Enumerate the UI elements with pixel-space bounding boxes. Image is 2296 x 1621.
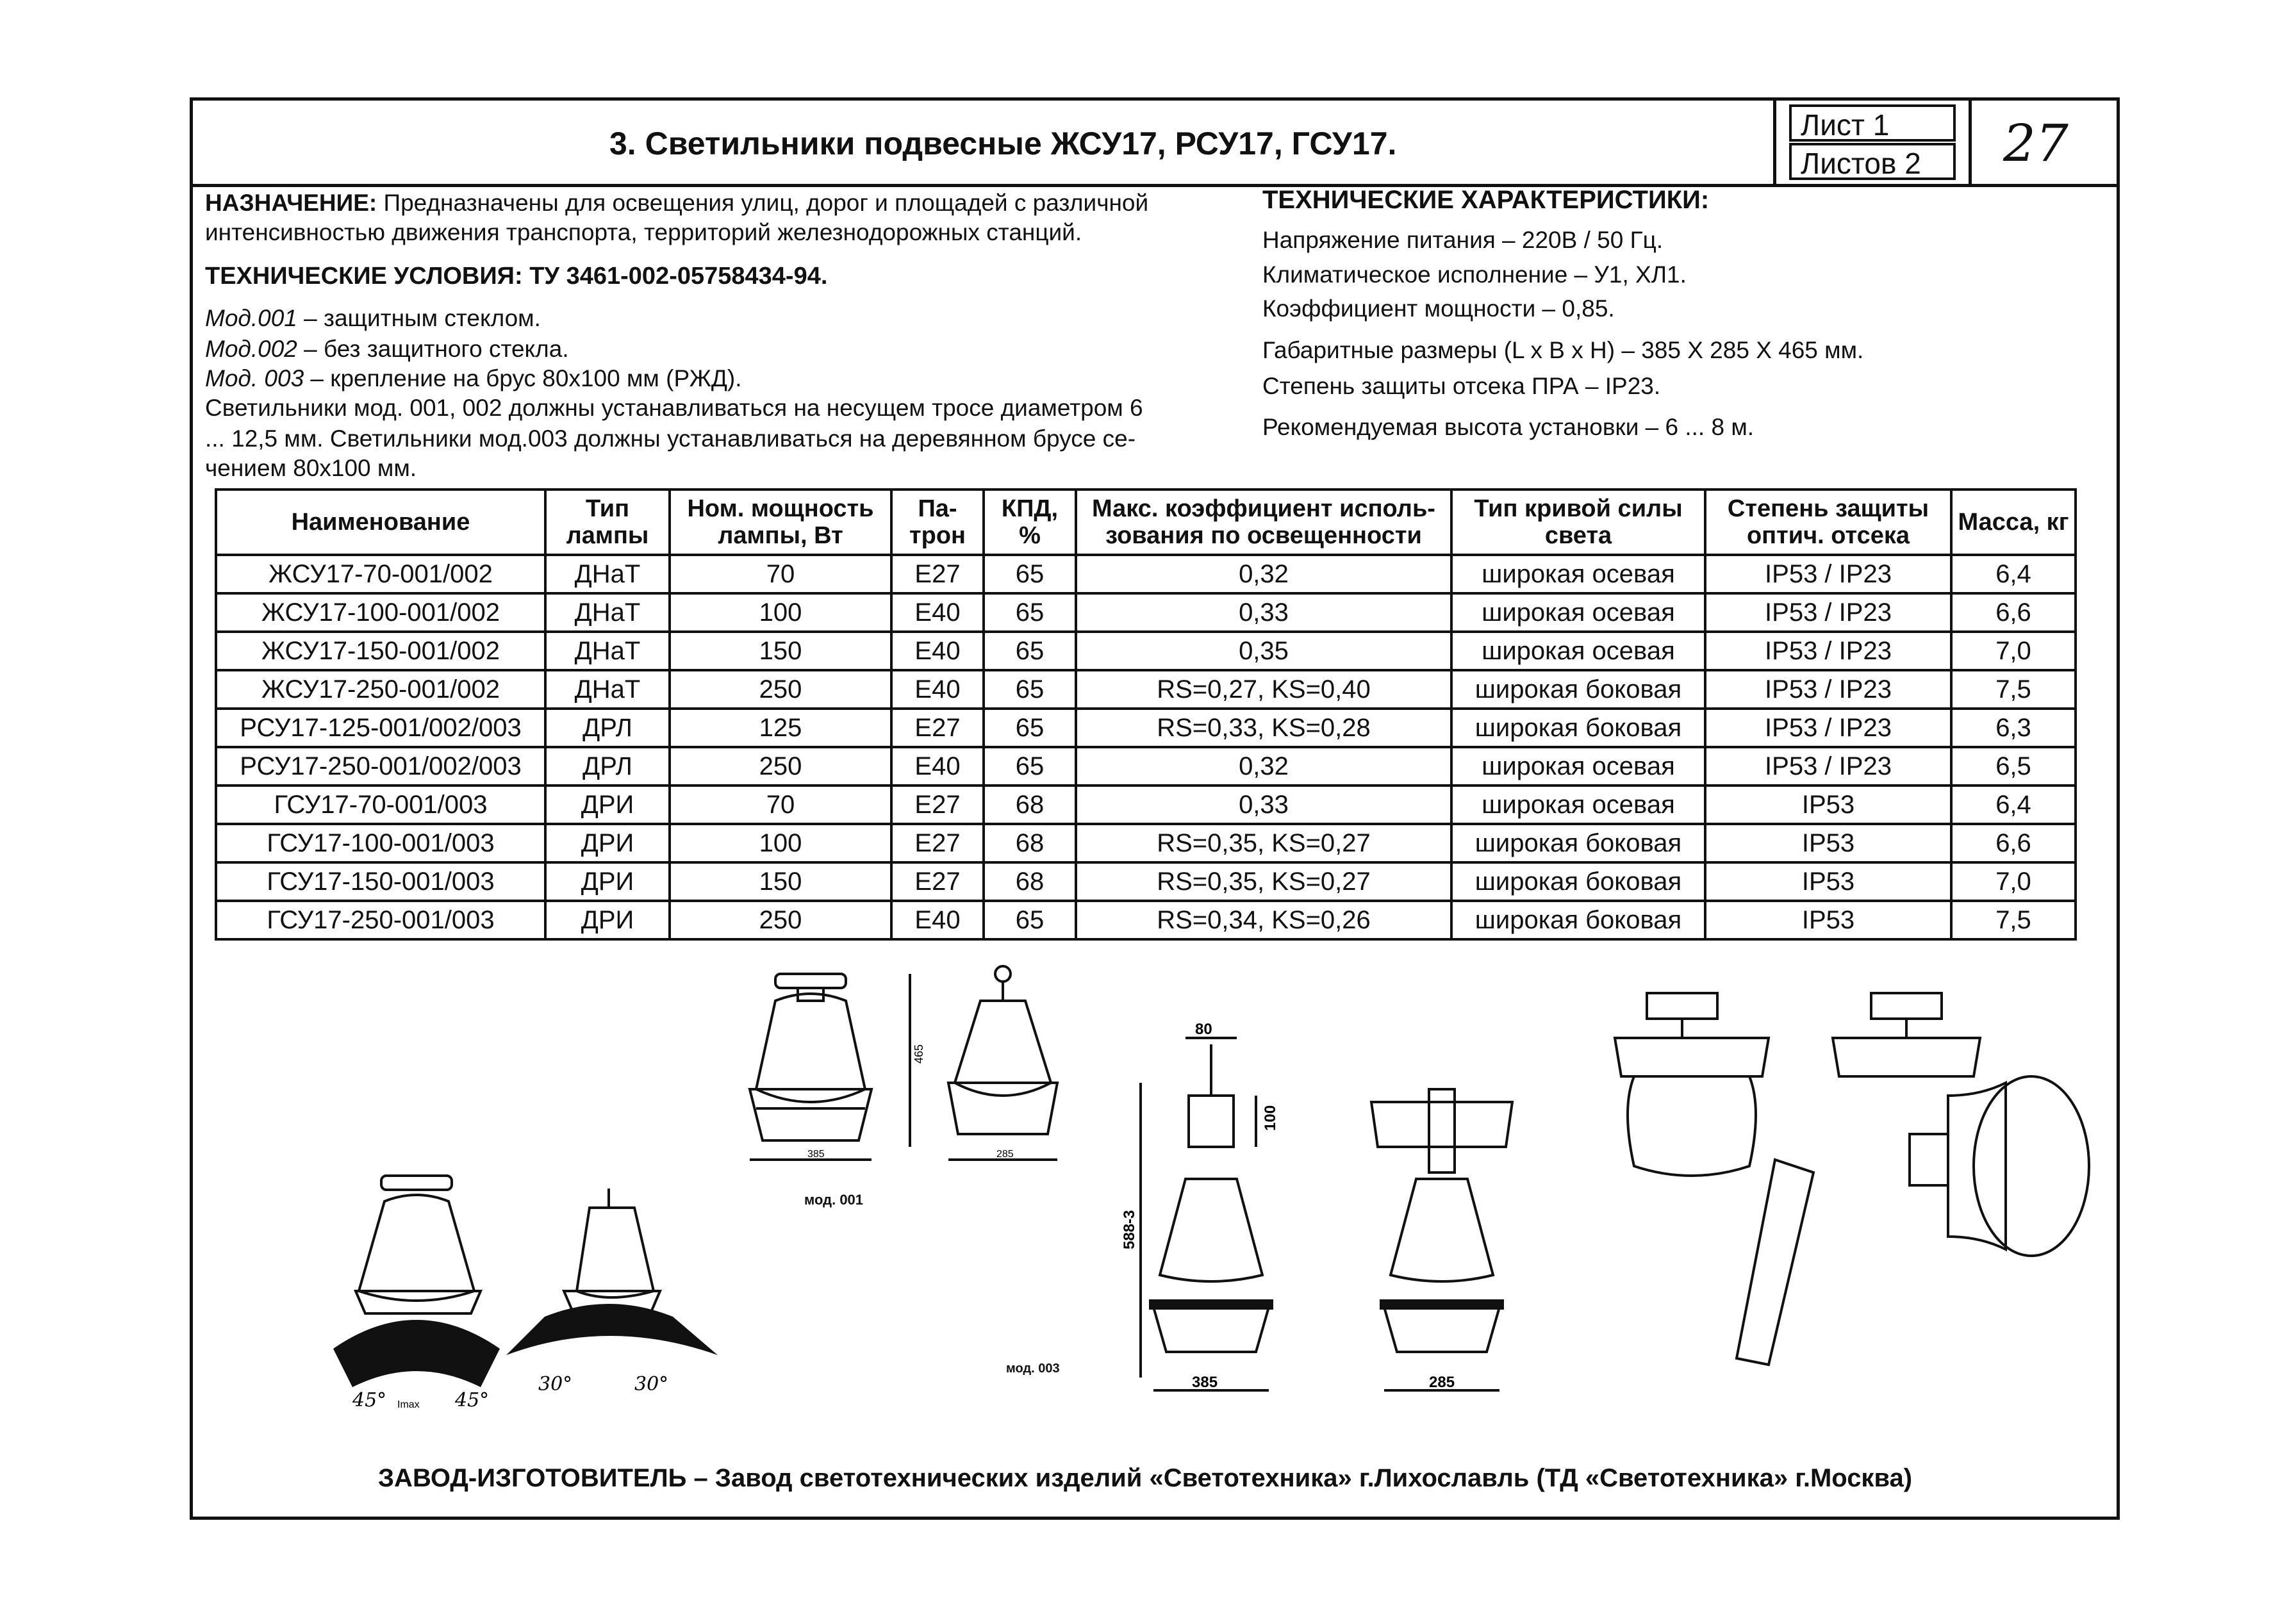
mod-003-caption: мод. 003 [1006,1362,1060,1376]
col-power: Ном. мощность лампы, Вт [670,490,891,555]
angle-45-left: 45° [352,1389,387,1411]
table-cell: E27 [891,824,984,862]
table-cell: IP53 [1705,786,1951,824]
table-cell: ДНаТ [545,555,670,593]
sheet-number: Лист 1 [1789,104,1956,142]
table-cell: 6,6 [1951,593,2076,632]
table-cell: широкая осевая [1451,786,1705,824]
dim-285-small: 285 [996,1149,1014,1160]
col-protection: Степень защиты оптич. отсека [1705,490,1951,555]
table-cell: 65 [984,555,1076,593]
table-cell: E27 [891,709,984,747]
table-cell: ГСУ17-100-001/003 [216,824,545,862]
table-cell: ГСУ17-70-001/003 [216,786,545,824]
table-cell: ДНаТ [545,593,670,632]
table-cell: IP53 / IP23 [1705,670,1951,709]
col-efficiency: КПД, % [984,490,1076,555]
table-cell: широкая боковая [1451,670,1705,709]
table-row [216,709,2076,747]
install-note-1: Светильники мод. 001, 002 должны устанавливаться на несущем тросе диаметром 6 [205,395,1143,421]
angle-30-left: 30° [538,1373,573,1395]
angle-45-right: 45° [455,1389,490,1411]
table-cell: 68 [984,786,1076,824]
table-cell: 7,0 [1951,632,2076,670]
table-cell: 250 [670,670,891,709]
table-cell: IP53 [1705,901,1951,939]
tech-spec-item: Коэффициент мощности – 0,85. [1262,295,1615,322]
mod-003-desc: – крепление на брус 80х100 мм (РЖД). [304,365,742,391]
table-row [216,632,2076,670]
table-cell: 65 [984,747,1076,786]
mod-003-name: Мод. 003 [205,365,304,391]
col-utilization: Макс. коэффициент исполь- зования по освещенности [1076,490,1451,555]
install-note-2: ... 12,5 мм. Светильники мод.003 должны устанавливаться на деревянном брусе се- [205,425,1136,452]
table-cell: 250 [670,901,891,939]
table-cell: RS=0,35, KS=0,27 [1076,862,1451,901]
table-cell: 65 [984,709,1076,747]
table-cell: E40 [891,670,984,709]
table-cell: ДРЛ [545,747,670,786]
purpose-line-2: интенсивностью движения транспорта, территорий железнодорожных станций. [205,219,1082,245]
table-cell: 250 [670,747,891,786]
header [193,101,2117,187]
table-cell: 100 [670,593,891,632]
table-cell: ДРИ [545,862,670,901]
table-cell: ЖСУ17-70-001/002 [216,555,545,593]
table-cell: ГСУ17-250-001/003 [216,901,545,939]
table-cell: широкая осевая [1451,593,1705,632]
table-cell: IP53 / IP23 [1705,747,1951,786]
table-cell: 65 [984,901,1076,939]
table-cell: RS=0,35, KS=0,27 [1076,824,1451,862]
page-title: 3. Светильники подвесные ЖСУ17, РСУ17, ГСУ17. [609,126,1397,161]
table-cell: E27 [891,862,984,901]
table-cell: широкая боковая [1451,709,1705,747]
sheet-box [1773,101,1972,184]
tech-conditions: ТЕХНИЧЕСКИЕ УСЛОВИЯ: ТУ 3461-002-05758434-94. [205,263,828,290]
mod-003-drawing [1115,1019,1576,1403]
dim-465: 465 [913,1044,925,1064]
table-header-row [216,490,2076,555]
table-cell: ГСУ17-150-001/003 [216,862,545,901]
col-light-curve: Тип кривой силы света [1451,490,1705,555]
dim-588: 588-3 [1121,1210,1138,1249]
angle-30-right: 30° [634,1373,669,1395]
table-cell: широкая боковая [1451,824,1705,862]
table-row [216,862,2076,901]
light-distribution-drawing [333,1163,743,1419]
table-cell: E27 [891,786,984,824]
dim-385-small: 385 [807,1149,825,1160]
tech-spec-item: Степень защиты отсека ПРА – IP23. [1262,373,1661,399]
table-row [216,593,2076,632]
table-row [216,670,2076,709]
table-cell: 7,5 [1951,670,2076,709]
table-cell: 7,0 [1951,862,2076,901]
table-cell: ДРИ [545,786,670,824]
table-cell: IP53 / IP23 [1705,593,1951,632]
mod-001 [205,301,541,336]
table-row [216,786,2076,824]
table-cell: 68 [984,824,1076,862]
table-cell: ДРИ [545,901,670,939]
table-cell: широкая боковая [1451,901,1705,939]
purpose-line-1: Предназначены для освещения улиц, дорог и площадей с различной [377,190,1149,216]
col-name: Наименование [216,490,545,555]
purpose-label: НАЗНАЧЕНИЕ: [205,190,377,216]
tech-spec-item: Рекомендуемая высота установки – 6 ... 8 м. [1262,414,1755,440]
table-cell: E40 [891,901,984,939]
table-row [216,824,2076,862]
table-cell: широкая боковая [1451,862,1705,901]
table-cell: 6,6 [1951,824,2076,862]
sheets-count: Листов 2 [1789,143,1956,180]
table-cell: 6,3 [1951,709,2076,747]
table-cell: RS=0,33, KS=0,28 [1076,709,1451,747]
mod-001-caption: мод. 001 [804,1192,864,1208]
imax-label: Imax [397,1399,420,1410]
table-cell: широкая осевая [1451,747,1705,786]
table-body [216,555,2076,939]
mod-001-drawing [737,961,1096,1205]
table-cell: 70 [670,786,891,824]
install-note-3: чением 80х100 мм. [205,455,417,481]
col-mass: Масса, кг [1951,490,2076,555]
dim-80: 80 [1195,1021,1212,1038]
table-cell: широкая осевая [1451,632,1705,670]
table-cell: 100 [670,824,891,862]
tech-spec-item: Напряжение питания – 220В / 50 Гц. [1262,227,1664,253]
table-cell: RS=0,27, KS=0,40 [1076,670,1451,709]
table-cell: 150 [670,632,891,670]
table-cell: 7,5 [1951,901,2076,939]
mod-001-desc: – защитным стеклом. [297,305,541,331]
table-cell: широкая осевая [1451,555,1705,593]
table-cell: IP53 / IP23 [1705,709,1951,747]
table-cell: 0,33 [1076,593,1451,632]
table-row [216,901,2076,939]
table-row [216,747,2076,786]
table-cell: IP53 / IP23 [1705,632,1951,670]
col-lamp-type: Тип лампы [545,490,670,555]
table-cell: 0,32 [1076,555,1451,593]
table-cell: ДРИ [545,824,670,862]
tech-spec-item: Климатическое исполнение – У1, ХЛ1. [1262,261,1687,288]
table-cell: 125 [670,709,891,747]
mod-001-name: Мод.001 [205,305,297,331]
table-cell: РСУ17-125-001/002/003 [216,709,545,747]
spec-table [215,488,2077,941]
table-cell: E27 [891,555,984,593]
dim-100: 100 [1262,1105,1279,1131]
table-cell: 6,4 [1951,555,2076,593]
table-cell: 6,5 [1951,747,2076,786]
col-socket: Па- трон [891,490,984,555]
luminaire-angled-drawing [1596,980,2095,1384]
page-number: 27 [2003,113,2069,173]
tech-specs-title: ТЕХНИЧЕСКИЕ ХАРАКТЕРИСТИКИ: [1262,186,1710,214]
table-cell: 65 [984,593,1076,632]
table-cell: IP53 / IP23 [1705,555,1951,593]
mod-002-name: Мод.002 [205,336,297,362]
table-cell: ЖСУ17-100-001/002 [216,593,545,632]
table-cell: IP53 [1705,862,1951,901]
table-cell: E40 [891,593,984,632]
table-cell: 68 [984,862,1076,901]
table-cell: RS=0,34, KS=0,26 [1076,901,1451,939]
table-cell: E40 [891,632,984,670]
table-cell: 0,35 [1076,632,1451,670]
tech-spec-item: Габаритные размеры (L x B x H) – 385 X 285 X 465 мм. [1262,337,1864,363]
table-cell: 65 [984,670,1076,709]
manufacturer-footer: ЗАВОД-ИЗГОТОВИТЕЛЬ – Завод светотехнических изделий «Светотехника» г.Лихославль (ТД «Светотехника» г.Москва) [378,1464,1913,1492]
table-cell: 70 [670,555,891,593]
table-cell: 65 [984,632,1076,670]
table-row [216,555,2076,593]
table-cell: 0,33 [1076,786,1451,824]
dim-385: 385 [1192,1374,1218,1391]
table-cell: 150 [670,862,891,901]
table-cell: 6,4 [1951,786,2076,824]
table-cell: РСУ17-250-001/002/003 [216,747,545,786]
table-cell: ДРЛ [545,709,670,747]
table-cell: 0,32 [1076,747,1451,786]
table-cell: ДНаТ [545,670,670,709]
table-cell: IP53 [1705,824,1951,862]
table-cell: ЖСУ17-150-001/002 [216,632,545,670]
table-cell: E40 [891,747,984,786]
table-cell: ЖСУ17-250-001/002 [216,670,545,709]
dim-285: 285 [1429,1374,1455,1391]
mod-002-desc: – без защитного стекла. [297,336,569,362]
table-cell: ДНаТ [545,632,670,670]
